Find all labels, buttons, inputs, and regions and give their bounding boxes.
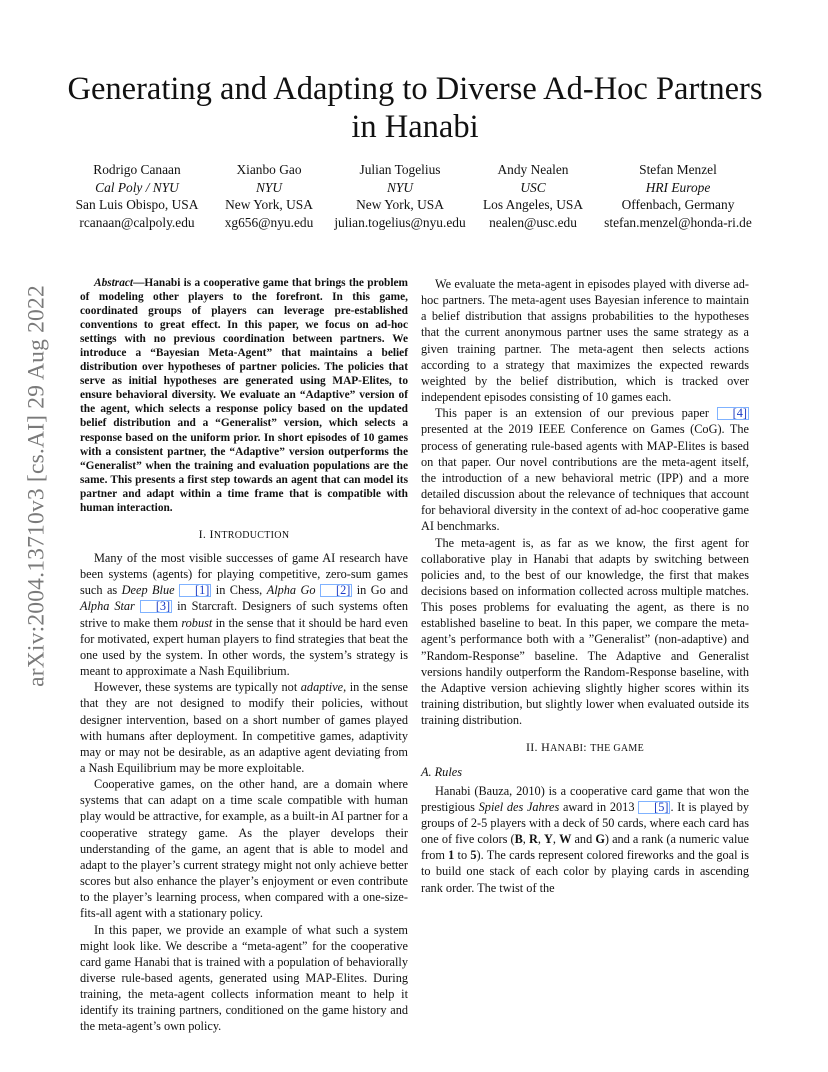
paragraph: This paper is an extension of our previous paper [4] presented at the 2019 IEEE Conference on Games (CoG). The process of generating rule-based agents with MAP-Elites is based on that paper. Our novel contributions are the meta-agent itself, the introduction of a new behavioral metric (IPP) and a more detailed discussion about the relevance of techniques that account for behavioral diversity in the context of ad-hoc cooperative game AI benchmarks. bbox=[421, 406, 749, 534]
author bbox=[330, 161, 470, 231]
paragraph: However, these systems are typically not adaptive, in the sense that they are not designed to modify their policies, without designer intervention, based on a short number of games played with humans after deployment. In competitive games, adaptivity may or may not be desirable, as an adaptive agent deviating from a Nash Equilibrium may be more exploitable. bbox=[80, 680, 408, 775]
section-heading-introduction: I. INTRODUCTION bbox=[198, 526, 290, 541]
paragraph: Many of the most visible successes of game AI research have been systems (agents) for playing competitive, zero-sum games such as Deep Blue [1] in Chess, Alpha Go [2] in Go and Alpha Star [3] in Starcraft. Designers of such systems often strive to make them robust in the sense that it should be hard even for motivated, expert human players to find strategies that beat the one used by the system. In other words, the system’s strategy is meant to approximate a Nash Equilibrium. bbox=[80, 550, 409, 679]
author-affiliation: HRI Europe bbox=[645, 179, 711, 195]
citation-link[interactable]: [5] bbox=[638, 801, 670, 814]
author-affiliation: Cal Poly / NYU bbox=[95, 179, 179, 195]
author-affiliation: NYU bbox=[386, 179, 414, 195]
author-email: xg656@nyu.edu bbox=[224, 214, 314, 230]
author-email: rcanaan@calpoly.edu bbox=[79, 214, 195, 230]
author-block bbox=[62, 161, 768, 241]
paragraph: Cooperative games, on the other hand, are a domain where systems that can adapt on a time scale compatible with human play would be attractive, for example, as a built-in AI partner for a cooperative strategy game. As the player develops their understanding of the game, an agent that is able to model and adapt to the player’s current strategy might not only achieve better scores but also enhance the player’s enjoyment or even contribute to the player’s learning process, when compared with a one-size-fits-all agent with a stationary policy. bbox=[80, 777, 408, 921]
author-location: Los Angeles, USA bbox=[482, 197, 584, 212]
citation-link[interactable]: [1] bbox=[179, 584, 211, 597]
paragraph: Hanabi (Bauza, 2010) is a cooperative card game that won the prestigious Spiel des Jahres award in 2013 [5] . It is played by groups of 2-5 players with a deck of 50 cards, where each card has one of five colors (B, R, Y, W and G) and a rank (a numeric value from 1 to 5). The cards represent colored fireworks and the goal is to build one stack of each color by playing cards in ascending rank order. The twist of the bbox=[421, 783, 750, 895]
arxiv-stamp-text: arXiv:2004.13710v3 [cs.AI] 29 Aug 2022 bbox=[23, 285, 50, 687]
author-name: Rodrigo Canaan bbox=[93, 162, 181, 177]
citation-link[interactable]: [3] bbox=[140, 600, 172, 613]
citation-link[interactable]: [2] bbox=[320, 584, 352, 597]
paragraph: In this paper, we provide an example of what such a system might look like. We describe a “meta-agent” for the cooperative card game Hanabi that is trained with a population of behaviorally diverse rule-based agents, generated using MAP-Elites. During training, the meta-agent collects information meant to help it identify its training partners, conditioned on the game history and the meta-agent’s own policy. bbox=[80, 922, 408, 1034]
right-column bbox=[421, 276, 749, 896]
author-email: nealen@usc.edu bbox=[489, 214, 577, 230]
paper-title: Generating and Adapting to Diverse Ad-Hoc Partners in Hanabi bbox=[67, 71, 763, 145]
author-affiliation: USC bbox=[520, 179, 546, 195]
left-column bbox=[80, 276, 408, 1035]
arxiv-stamp bbox=[22, 285, 52, 687]
abstract bbox=[80, 276, 408, 515]
paragraph: We evaluate the meta-agent in episodes played with diverse ad-hoc partners. The meta-agent uses Bayesian inference to maintain a belief distribution that assigns probabilities to the hypotheses that the current anonymous partner uses the same strategy as a given training partner. The meta-agent then selects actions according to a strategy that maximizes the expected rewards weighted by the belief distribution, which is tracked over independent episodes consisting of 10 games each. bbox=[421, 277, 749, 405]
author-name: Xianbo Gao bbox=[236, 162, 302, 177]
author bbox=[214, 161, 324, 231]
author-location: San Luis Obispo, USA bbox=[75, 197, 199, 212]
author-location: New York, USA bbox=[225, 197, 313, 212]
author-location: New York, USA bbox=[356, 197, 444, 212]
author-affiliation: NYU bbox=[255, 179, 283, 195]
author bbox=[598, 161, 758, 231]
abstract-lead: Abstract bbox=[94, 277, 134, 289]
section-heading-hanabi: II. HANABI: THE GAME bbox=[525, 740, 645, 755]
abstract-text: —Hanabi is a cooperative game that brings the problem of modeling other players to the forefront. In this game, coordinated groups of players can leverage pre-established conventions to great effect. In this paper, we focus on ad-hoc settings with no previous coordination between partners. We introduce a “Bayesian Meta-Agent” that maintains a belief distribution over hypotheses of partner policies. The policies that serve as initial hypotheses are generated using MAP-Elites, to ensure behavioral diversity. We evaluate an “Adaptive” version of the agent, which selects a response policy based on the updated belief distribution and a “Generalist” version, which selects a response based on the uniform prior. In short episodes of 10 games with a consistent partner, the “Adaptive” version outperforms the “Generalist” when the training and evaluation populations are the same. This presents a first step towards an agent that can model its partner and adapt within a time frame that is compatible with human interaction. bbox=[80, 277, 408, 514]
subsection-heading-rules: A. Rules bbox=[421, 764, 462, 779]
author bbox=[72, 161, 202, 231]
author-email: stefan.menzel@honda-ri.de bbox=[604, 214, 752, 230]
author-email: julian.togelius@nyu.edu bbox=[334, 214, 466, 230]
author-name: Julian Togelius bbox=[359, 162, 441, 177]
author-name: Stefan Menzel bbox=[639, 162, 717, 177]
citation-link[interactable]: [4] bbox=[717, 407, 749, 420]
author-location: Offenbach, Germany bbox=[621, 197, 735, 212]
paragraph: The meta-agent is, as far as we know, the first agent for collaborative play in Hanabi that adapts by switching between policies and, to the best of our knowledge, the first that makes decisions based on information collected across multiple matches. This poses problems for evaluating the agent, as there is no established baseline to beat. In this paper, we compare the meta-agent’s performance both with a ”Generalist” (non-adaptive) and ”Random-Response” baseline. The Adaptive and Generalist versions handily outperform the Random-Response baseline, with the Adaptive version achieving slightly higher scores within its training distribution, but slightly lower when evaluated outside its training distribution. bbox=[421, 535, 749, 728]
author-name: Andy Nealen bbox=[497, 162, 569, 177]
author bbox=[474, 161, 592, 231]
